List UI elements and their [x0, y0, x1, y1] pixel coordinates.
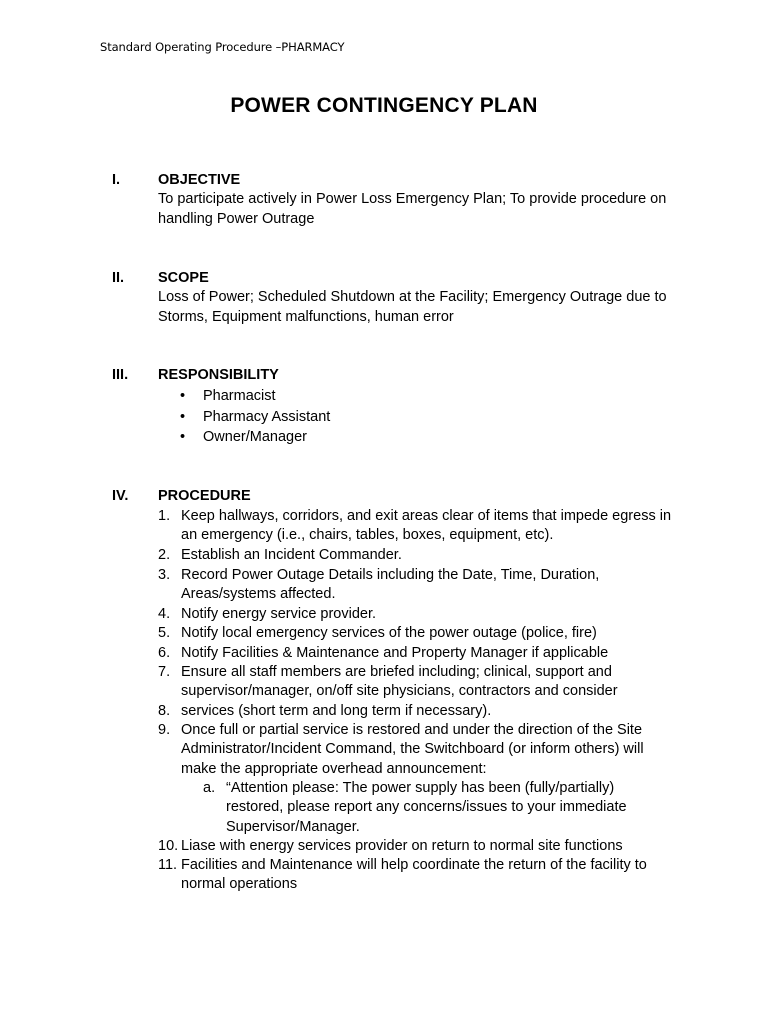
- step-text: Ensure all staff members are briefed including; clinical, support and supervisor/manager, on/off site physicians, contractors and consider: [181, 664, 618, 700]
- list-item-text: Owner/Manager: [203, 429, 307, 446]
- section-heading: PROCEDURE: [158, 488, 251, 504]
- section-text: To participate actively in Power Loss Emergency Plan; To provide procedure on handling Power Outrage: [158, 191, 667, 227]
- section-text: Loss of Power; Scheduled Shutdown at the Facility; Emergency Outrage due to Storms, Equipment malfunctions, human error: [158, 289, 667, 325]
- step-text: Once full or partial service is restored and under the direction of the Site Administrator/Incident Command, the Switchboard (or inform others) will make the appropriate overhead announcement:: [181, 722, 644, 777]
- step-text: Record Power Outage Details including the Date, Time, Duration, Areas/systems affected.: [181, 567, 600, 603]
- section-objective: [0, 171, 768, 231]
- step-text: Notify local emergency services of the power outage (police, fire): [181, 625, 597, 641]
- bullet-icon: •: [180, 388, 186, 404]
- step-number: 9.: [158, 722, 171, 738]
- bullet-icon: •: [180, 408, 186, 425]
- step-number: 1.: [158, 508, 171, 524]
- step-text: Establish an Incident Commander.: [181, 547, 402, 563]
- list-item: [0, 407, 768, 428]
- section-scope: [0, 269, 768, 329]
- list-item: [0, 386, 768, 407]
- substep-letter: a.: [203, 780, 216, 796]
- step-text: Facilities and Maintenance will help coordinate the return of the facility to normal operations: [181, 857, 647, 893]
- section-numeral: IV.: [112, 488, 129, 504]
- section-heading: SCOPE: [158, 270, 209, 286]
- step-text: Liase with energy services provider on return to normal site functions: [181, 838, 623, 854]
- section-heading: OBJECTIVE: [158, 172, 241, 188]
- section-numeral: II.: [112, 270, 125, 286]
- substep-text: “Attention please: The power supply has been (fully/partially) restored, please report any concerns/issues to your immediate Supervisor/Manager.: [226, 780, 627, 835]
- section-numeral: III.: [112, 367, 129, 383]
- step-number: 6.: [158, 645, 171, 661]
- bullet-icon: •: [180, 429, 186, 446]
- step-number: 5.: [158, 625, 171, 641]
- list-item: [0, 427, 768, 448]
- step-number: 10.: [158, 838, 179, 854]
- step-text: services (short term and long term if necessary).: [181, 703, 492, 719]
- section-procedure: [0, 487, 768, 897]
- step-number: 4.: [158, 606, 171, 622]
- section-responsibility: [0, 366, 768, 456]
- section-heading: RESPONSIBILITY: [158, 367, 279, 383]
- document-title: POWER CONTINGENCY PLAN: [230, 94, 538, 117]
- step-number: 8.: [158, 703, 171, 719]
- step-text: Notify Facilities & Maintenance and Property Manager if applicable: [181, 645, 609, 661]
- step-text: Notify energy service provider.: [181, 606, 377, 622]
- section-numeral: I.: [112, 172, 121, 188]
- responsibility-list: [0, 386, 768, 448]
- step-number: 3.: [158, 567, 171, 583]
- step-number: 2.: [158, 547, 171, 563]
- step-number: 7.: [158, 664, 171, 680]
- list-item-text: Pharmacist: [203, 388, 276, 404]
- step-number: 11.: [158, 857, 178, 873]
- step-text: Keep hallways, corridors, and exit areas clear of items that impede egress in an emergency (i.e., chairs, tables, boxes, equipment, etc).: [181, 508, 672, 544]
- running-header: Standard Operating Procedure –PHARMACY: [100, 40, 345, 54]
- list-item-text: Pharmacy Assistant: [203, 408, 331, 425]
